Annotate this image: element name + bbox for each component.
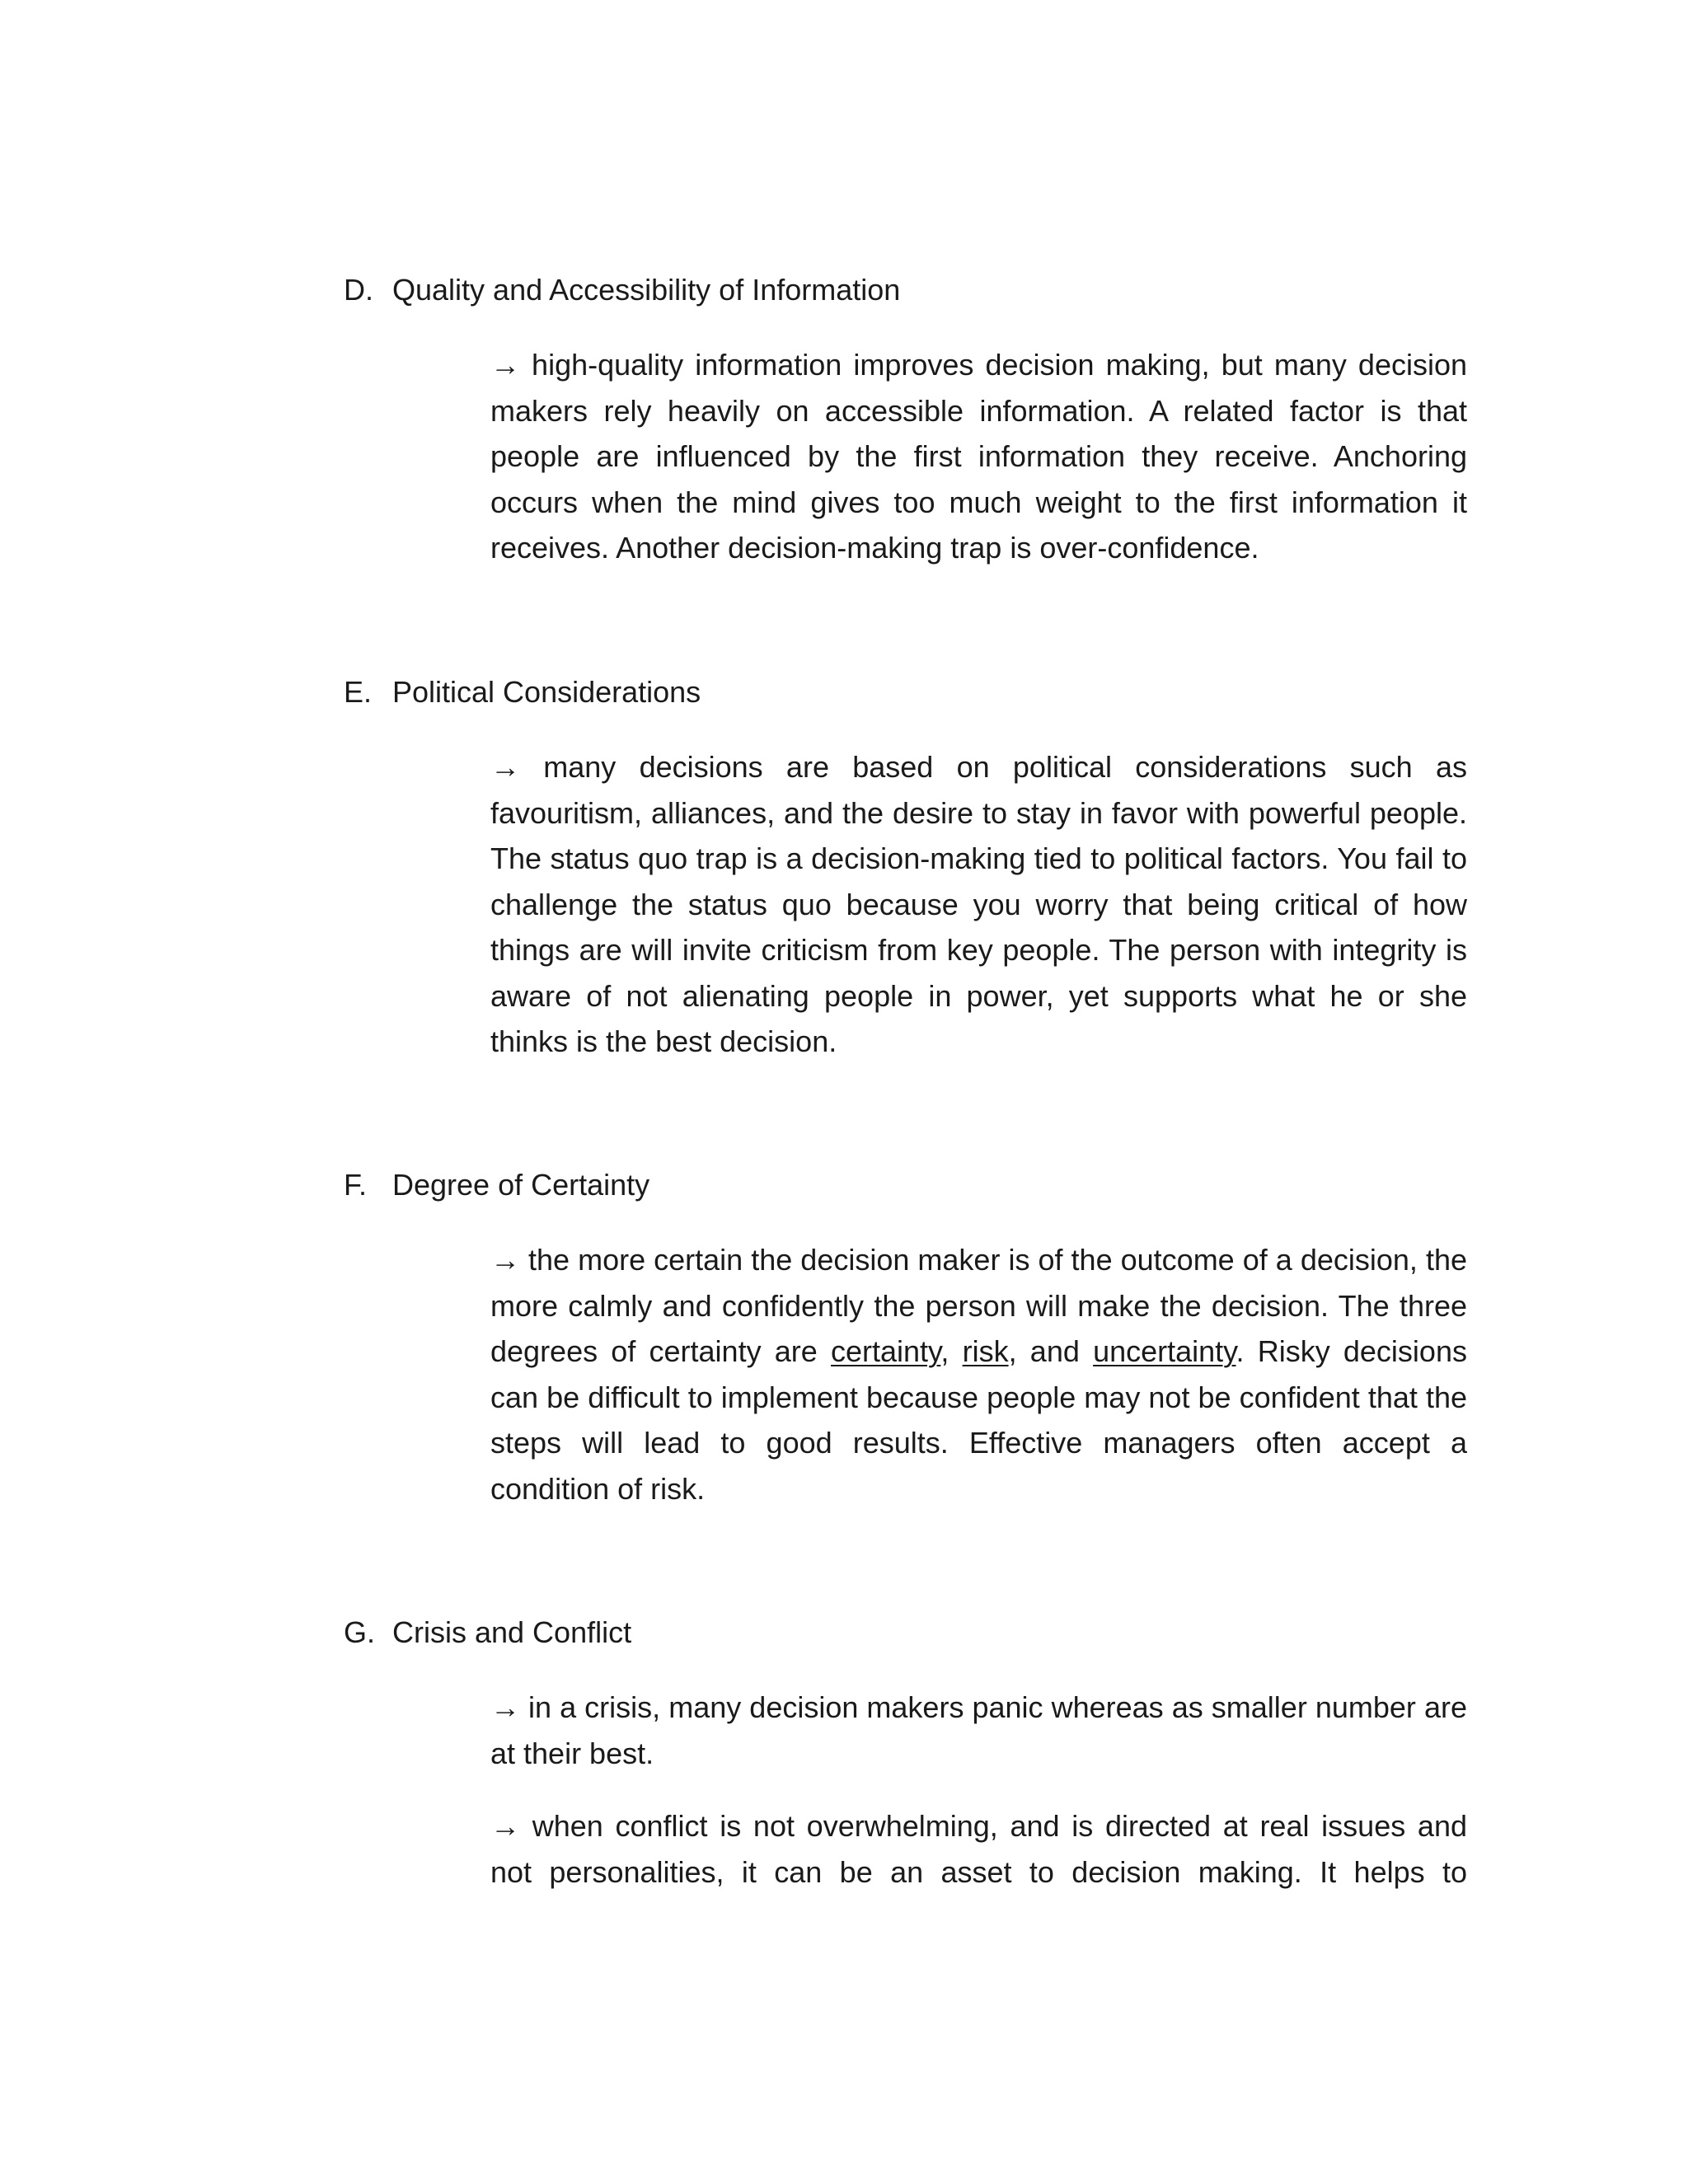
term-risk: risk xyxy=(962,1334,1009,1368)
section-d xyxy=(344,269,1467,571)
section-paragraph xyxy=(490,1237,1467,1511)
paragraph-text: , and xyxy=(1008,1334,1094,1368)
section-paragraph: → high-quality information improves decision making, but many decision makers rely heavily on accessible information. A related factor is that people are influenced by the first information they receive. Anchoring occurs when the mind gives too much weight to the first information it receives. Another decision-making trap is over-confidence. xyxy=(490,348,1467,565)
section-letter: G. xyxy=(344,1615,376,1649)
section-paragraph: → in a crisis, many decision makers panic whereas as smaller number are at their best. xyxy=(490,1690,1467,1770)
section-heading xyxy=(344,1611,1467,1654)
section-paragraph: → many decisions are based on political considerations such as favouritism, alliances, and the desire to stay in favor with powerful people. The status quo trap is a decision-making tied to political factors. You fail to challenge the status quo because you worry that being critical of how things are will invite criticism from key people. The person with integrity is aware of not alienating people in power, yet supports what he or she thinks is the best decision. xyxy=(490,750,1467,1058)
section-e xyxy=(344,671,1467,1065)
term-uncertainty: uncertainty xyxy=(1093,1334,1236,1368)
section-letter: E. xyxy=(344,675,373,709)
section-title: Quality and Accessibility of Information xyxy=(392,273,901,307)
paragraph-text: → the more certain the decision maker is of the outcome of a decision, the more calmly and confidently the person will make the decision. The three degrees of certainty are xyxy=(490,1243,1467,1368)
section-heading xyxy=(344,671,1467,714)
section-letter: D. xyxy=(344,273,373,307)
section-heading xyxy=(344,1164,1467,1207)
term-certainty: certainty xyxy=(831,1334,941,1368)
section-g xyxy=(344,1611,1467,1895)
section-title: Crisis and Conflict xyxy=(392,1615,632,1649)
section-paragraph: → when conflict is not overwhelming, and is directed at real issues and not personalities, it can be an asset to decision making. It helps to xyxy=(490,1809,1467,1889)
section-f xyxy=(344,1164,1467,1511)
section-title: Degree of Certainty xyxy=(392,1168,650,1202)
section-letter: F. xyxy=(344,1168,368,1202)
section-heading xyxy=(344,269,1467,312)
paragraph-text: , xyxy=(940,1334,963,1368)
paragraph-text: . Risky decisions can be difficult to implement because people may not be confident that the steps will lead to good results. Effective managers often accept a condition of risk. xyxy=(490,1334,1467,1506)
section-title: Political Considerations xyxy=(392,675,701,709)
